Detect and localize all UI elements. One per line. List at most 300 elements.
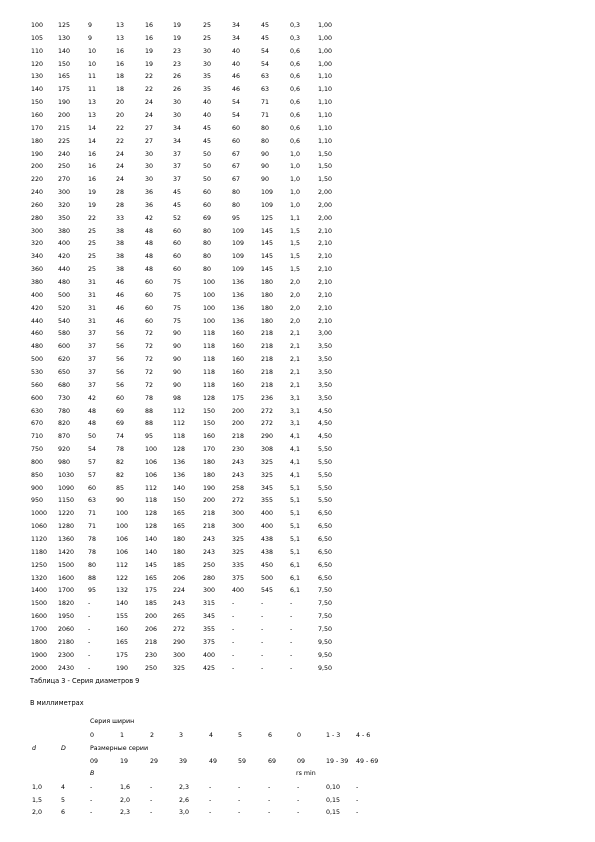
table-cell: 128	[145, 510, 158, 518]
table-cell: 2,0	[290, 317, 301, 325]
table-cell: 420	[58, 253, 71, 261]
table-cell: 3,1	[290, 394, 301, 402]
table-cell: 1,00	[318, 47, 333, 55]
table-cell: 1500	[58, 561, 75, 569]
table-cell: 5,50	[318, 497, 333, 505]
table-cell: 140	[116, 600, 129, 608]
table-cell: 90	[173, 343, 182, 351]
table-cell: -	[290, 625, 293, 633]
table-cell: 14	[88, 137, 97, 145]
table-cell: 37	[88, 343, 97, 351]
table-cell: -	[209, 784, 212, 791]
size-series-header: 09	[297, 758, 306, 765]
table-cell: 438	[261, 536, 274, 543]
table-cell: 272	[261, 407, 274, 415]
table-cell: 37	[173, 163, 182, 171]
table-cell: 136	[173, 458, 186, 466]
table-cell: 71	[261, 99, 270, 107]
table-cell: 16	[88, 176, 97, 184]
table-cell: 190	[116, 664, 129, 672]
table-cell: 60	[173, 266, 182, 274]
table-cell: 160	[232, 368, 245, 376]
table-cell: 145	[261, 240, 274, 248]
table-cell: 75	[173, 317, 182, 325]
table-cell: 3,1	[290, 407, 301, 415]
table-cell: 78	[116, 446, 125, 454]
table-cell: 2060	[58, 625, 75, 633]
table-cell: 243	[203, 536, 216, 543]
table-cell: 27	[145, 137, 154, 145]
table-cell: 105	[31, 34, 44, 42]
table-cell: -	[88, 638, 91, 646]
table-cell: 1280	[58, 523, 75, 531]
table-cell: 88	[145, 420, 154, 428]
table-cell: -	[297, 784, 300, 791]
table-cell: 112	[173, 420, 186, 428]
table-cell: 290	[173, 638, 186, 646]
table-cell: 230	[145, 651, 158, 659]
table-cell: 63	[88, 497, 97, 505]
width-series-header: 2	[150, 732, 155, 739]
table-cell: 71	[88, 523, 97, 531]
table-cell: 27	[145, 124, 154, 132]
table-cell: 1,0	[290, 176, 301, 184]
table-cell: 300	[232, 523, 245, 531]
table-cell: 2,10	[318, 304, 333, 312]
table-cell: 112	[145, 484, 158, 492]
table-cell: 50	[88, 433, 97, 441]
table-cell: 42	[88, 394, 97, 402]
table-cell: 218	[261, 330, 274, 338]
table-cell: 80	[261, 137, 270, 145]
table-cell: 0,6	[290, 47, 301, 55]
table-cell: -	[261, 651, 264, 659]
table-cell: 118	[203, 381, 216, 389]
table-cell: 185	[173, 561, 186, 569]
table-cell: 69	[203, 214, 212, 222]
table-cell: 5,1	[290, 548, 301, 556]
table-cell: 1,0	[32, 784, 43, 791]
table-cell: 90	[173, 368, 182, 376]
table-cell: 6,50	[318, 548, 333, 556]
table-cell: 7,50	[318, 587, 333, 595]
table-cell: 1030	[58, 471, 75, 479]
table-cell: 215	[58, 124, 71, 132]
table-cell: 22	[116, 137, 125, 145]
table-cell: 180	[203, 471, 216, 479]
table-cell: 78	[88, 548, 97, 556]
table-cell: 180	[261, 291, 274, 299]
table-cell: 10	[88, 60, 97, 68]
table-cell: 1,10	[318, 112, 333, 119]
table-cell: 180	[261, 304, 274, 312]
table-cell: 31	[88, 279, 97, 286]
table-cell: 440	[31, 317, 44, 325]
table-cell: 90	[173, 330, 182, 338]
table-cell: 1180	[31, 548, 48, 556]
table-cell: 36	[145, 201, 154, 209]
table-cell: 165	[173, 510, 186, 518]
table-cell: 1600	[31, 613, 48, 621]
table-cell: 240	[58, 150, 71, 158]
table-cell: 63	[261, 73, 270, 81]
table-cell: -	[90, 784, 93, 791]
table-cell: 2,1	[290, 343, 301, 351]
table-cell: 5,1	[290, 510, 301, 518]
table-cell: 218	[261, 368, 274, 376]
table-cell: 710	[31, 433, 44, 441]
table-cell: 109	[232, 240, 245, 248]
table-cell: 0,6	[290, 112, 301, 119]
table-cell: 40	[232, 60, 241, 68]
table-cell: 5,1	[290, 523, 301, 531]
table-cell: 60	[203, 189, 212, 196]
table-cell: 0,6	[290, 60, 301, 68]
table-cell: 560	[31, 381, 44, 389]
table-cell: 90	[261, 163, 270, 171]
table-cell: 170	[31, 124, 44, 132]
table-cell: 46	[116, 304, 125, 312]
table-cell: -	[232, 600, 235, 608]
table-cell: 98	[173, 394, 182, 402]
width-series-header: 6	[268, 732, 273, 739]
table-cell: -	[261, 600, 264, 608]
table-cell: 320	[31, 240, 44, 248]
table-cell: 106	[145, 458, 158, 466]
table-cell: 140	[173, 484, 186, 492]
table-cell: 52	[173, 214, 182, 222]
table-cell: 90	[261, 176, 270, 184]
table-cell: 145	[261, 227, 274, 235]
table-cell: 69	[116, 407, 125, 415]
table-cell: -	[290, 638, 293, 646]
table-cell: 136	[232, 317, 245, 325]
table-cell: 31	[88, 291, 97, 299]
table-cell: 72	[145, 330, 154, 338]
table-cell: 71	[88, 510, 97, 518]
table-cell: -	[268, 784, 271, 791]
table-cell: 9,50	[318, 651, 333, 659]
table-cell: 50	[203, 150, 212, 158]
table-cell: 90	[116, 497, 125, 505]
table-cell: -	[290, 613, 293, 621]
size-series-header: 49 - 69	[356, 758, 379, 765]
table-cell: 380	[31, 279, 44, 286]
table-cell: 1800	[31, 638, 48, 646]
table-cell: 140	[145, 536, 158, 543]
table-cell: 500	[261, 574, 274, 582]
table-cell: 2000	[31, 664, 48, 672]
table-cell: 2,1	[290, 356, 301, 364]
table-cell: 72	[145, 381, 154, 389]
table-cell: 128	[203, 394, 216, 402]
table-cell: -	[290, 664, 293, 672]
table-cell: 165	[145, 574, 158, 582]
table-cell: 160	[232, 381, 245, 389]
table-cell: 160	[116, 625, 129, 633]
width-series-header: 4 - 6	[356, 732, 371, 739]
table-cell: -	[232, 625, 235, 633]
table-cell: 82	[116, 471, 125, 479]
table-cell: 20	[116, 112, 125, 119]
table-cell: 6,50	[318, 574, 333, 582]
table-cell: 218	[232, 433, 245, 441]
table-cell: 2,10	[318, 240, 333, 248]
table-cell: 3,00	[318, 330, 333, 338]
table-cell: 2,1	[290, 368, 301, 376]
table-cell: -	[232, 651, 235, 659]
table-cell: 136	[232, 279, 245, 286]
table-cell: 300	[58, 189, 71, 196]
table-cell: 165	[116, 638, 129, 646]
table-cell: 400	[31, 291, 44, 299]
table-cell: 190	[31, 150, 44, 158]
table-cell: 480	[58, 279, 71, 286]
table-cell: 218	[203, 523, 216, 531]
table-cell: 20	[116, 99, 125, 107]
table-cell: 145	[261, 253, 274, 261]
table-cell: -	[268, 809, 271, 816]
table-cell: 80	[88, 561, 97, 569]
table-cell: 250	[58, 163, 71, 171]
table-cell: 175	[58, 86, 71, 94]
table-cell: 60	[145, 291, 154, 299]
table-cell: 45	[261, 22, 270, 29]
table-cell: 335	[232, 561, 245, 569]
table-cell: 1,10	[318, 124, 333, 132]
table-cell: 2,1	[290, 381, 301, 389]
table-cell: 2,10	[318, 317, 333, 325]
table-cell: 38	[116, 227, 125, 235]
table-cell: 130	[58, 34, 71, 42]
table-cell: 400	[261, 523, 274, 531]
table-cell: 56	[116, 381, 125, 389]
table-cell: 460	[31, 330, 44, 338]
table-cell: 160	[203, 433, 216, 441]
table-cell: 56	[116, 343, 125, 351]
table-cell: 16	[116, 60, 125, 68]
table-cell: 46	[232, 73, 241, 81]
table-cell: 230	[232, 446, 245, 454]
table-cell: 315	[203, 600, 216, 608]
table-cell: 40	[203, 99, 212, 107]
table-cell: 620	[58, 356, 71, 364]
table-cell: 1,0	[290, 150, 301, 158]
table-cell: 6,50	[318, 561, 333, 569]
table-cell: 680	[58, 381, 71, 389]
table-cell: 325	[261, 458, 274, 466]
table-cell: 6,50	[318, 510, 333, 518]
table-cell: 16	[145, 22, 154, 29]
table-cell: 80	[203, 253, 212, 261]
table-cell: 45	[261, 34, 270, 42]
table-cell: 1,5	[290, 266, 301, 274]
table-cell: 30	[173, 99, 182, 107]
table-cell: 400	[203, 651, 216, 659]
table-cell: 56	[116, 330, 125, 338]
table-cell: 54	[232, 112, 241, 119]
table-cell: 45	[173, 201, 182, 209]
table-cell: 120	[31, 60, 44, 68]
table-cell: 580	[58, 330, 71, 338]
table-cell: -	[232, 664, 235, 672]
table-cell: 78	[88, 536, 97, 543]
table-cell: 60	[173, 227, 182, 235]
table-cell: 30	[145, 163, 154, 171]
table-cell: 345	[261, 484, 274, 492]
table-cell: 19	[88, 201, 97, 209]
table-cell: 30	[203, 47, 212, 55]
table-cell: 25	[203, 22, 212, 29]
table-cell: 1,10	[318, 73, 333, 81]
table-cell: 1900	[31, 651, 48, 659]
table-cell: 28	[116, 189, 125, 196]
table-cell: 1060	[31, 523, 48, 531]
table-cell: 5,50	[318, 471, 333, 479]
table-cell: 128	[173, 446, 186, 454]
table-cell: 950	[31, 497, 44, 505]
table-cell: 140	[31, 86, 44, 94]
table-cell: 37	[88, 356, 97, 364]
table-cell: 1,0	[290, 163, 301, 171]
table-cell: 1220	[58, 510, 75, 518]
table-cell: 0,6	[290, 124, 301, 132]
table-cell: 2,0	[290, 291, 301, 299]
table-cell: 1360	[58, 536, 75, 543]
size-series-header: 59	[238, 758, 247, 765]
table-cell: 36	[145, 189, 154, 196]
table-cell: 1,0	[290, 201, 301, 209]
table-cell: 375	[232, 574, 245, 582]
table-cell: -	[290, 651, 293, 659]
table-cell: 109	[261, 189, 274, 196]
table-cell: 60	[173, 240, 182, 248]
table-cell: 80	[232, 201, 241, 209]
table-cell: 6,50	[318, 536, 333, 543]
table-cell: 200	[203, 497, 216, 505]
table-cell: 1120	[31, 536, 48, 543]
series-width-label: Серия ширин	[90, 718, 135, 725]
table-cell: 56	[116, 356, 125, 364]
table-cell: 4,1	[290, 433, 301, 441]
table-cell: 180	[173, 536, 186, 543]
table-cell: 13	[116, 34, 125, 42]
table-cell: 243	[232, 458, 245, 466]
table-cell: 3,50	[318, 381, 333, 389]
table-cell: 3,50	[318, 394, 333, 402]
table-cell: -	[88, 600, 91, 608]
table-cell: 106	[145, 471, 158, 479]
table-cell: 6,1	[290, 561, 301, 569]
table-cell: 60	[173, 253, 182, 261]
table-cell: 820	[58, 420, 71, 428]
table-cell: 78	[145, 394, 154, 402]
table-cell: 24	[116, 176, 125, 184]
table-cell: 140	[58, 47, 71, 55]
table-cell: 1,50	[318, 163, 333, 171]
table-cell: 170	[203, 446, 216, 454]
table-cell: 38	[116, 240, 125, 248]
table-cell: -	[88, 613, 91, 621]
table-cell: 23	[173, 60, 182, 68]
table-cell: 85	[116, 484, 125, 492]
table-cell: 1,0	[290, 189, 301, 196]
table-cell: 750	[31, 446, 44, 454]
table-cell: 54	[88, 446, 97, 454]
table-cell: 1950	[58, 613, 75, 621]
table-cell: 870	[58, 433, 71, 441]
table-cell: 67	[232, 163, 241, 171]
table-cell: -	[88, 625, 91, 633]
table-cell: -	[90, 796, 93, 804]
table-cell: 31	[88, 304, 97, 312]
size-series-header: 19 - 39	[326, 758, 349, 765]
table-cell: 46	[116, 291, 125, 299]
table-cell: 480	[31, 343, 44, 351]
table-cell: 90	[261, 150, 270, 158]
table-cell: 54	[261, 60, 270, 68]
table-cell: 600	[58, 343, 71, 351]
table-cell: 0,10	[326, 784, 341, 791]
table-cell: 37	[88, 330, 97, 338]
table-cell: 1,50	[318, 150, 333, 158]
table-cell: 650	[58, 368, 71, 376]
table-cell: 1150	[58, 497, 75, 505]
table-cell: -	[238, 784, 241, 791]
table-cell: 218	[261, 356, 274, 364]
table-cell: 13	[88, 112, 97, 119]
table-cell: 60	[232, 124, 241, 132]
table-cell: 6,1	[290, 574, 301, 582]
col-rs-header: rs min	[296, 770, 316, 777]
table-cell: 0,6	[290, 86, 301, 94]
table-cell: 150	[173, 497, 186, 505]
table-cell: 272	[232, 497, 245, 505]
table-cell: 100	[116, 523, 129, 531]
table-cell: 530	[31, 368, 44, 376]
table-cell: 2,00	[318, 214, 333, 222]
table-cell: 6,50	[318, 523, 333, 531]
col-d-header: d	[32, 745, 36, 752]
table-cell: 425	[203, 664, 216, 672]
table-cell: 9	[88, 34, 93, 42]
size-series-header: 39	[179, 758, 188, 765]
table-cell: 325	[232, 536, 245, 543]
table-cell: 1400	[31, 587, 48, 595]
table-cell: 1,5	[32, 796, 43, 804]
table-cell: 13	[88, 99, 97, 107]
table-cell: 22	[88, 214, 97, 222]
table-cell: 46	[232, 86, 241, 94]
table-cell: 5,1	[290, 497, 301, 505]
table-cell: 1700	[31, 625, 48, 633]
table-cell: 350	[58, 214, 71, 222]
table-cell: 150	[31, 99, 44, 107]
table-cell: 130	[31, 73, 44, 81]
table-cell: 9	[88, 22, 93, 29]
table-cell: 0,6	[290, 137, 301, 145]
width-series-header: 3	[179, 732, 184, 739]
table-cell: 18	[116, 73, 125, 81]
table-cell: 90	[173, 356, 182, 364]
table-cell: 250	[145, 664, 158, 672]
table-cell: 0,3	[290, 22, 301, 29]
table-cell: 56	[116, 368, 125, 376]
table-cell: 16	[145, 34, 154, 42]
table-cell: 1000	[31, 510, 48, 518]
table-cell: 60	[88, 484, 97, 492]
table-cell: 19	[173, 34, 182, 42]
